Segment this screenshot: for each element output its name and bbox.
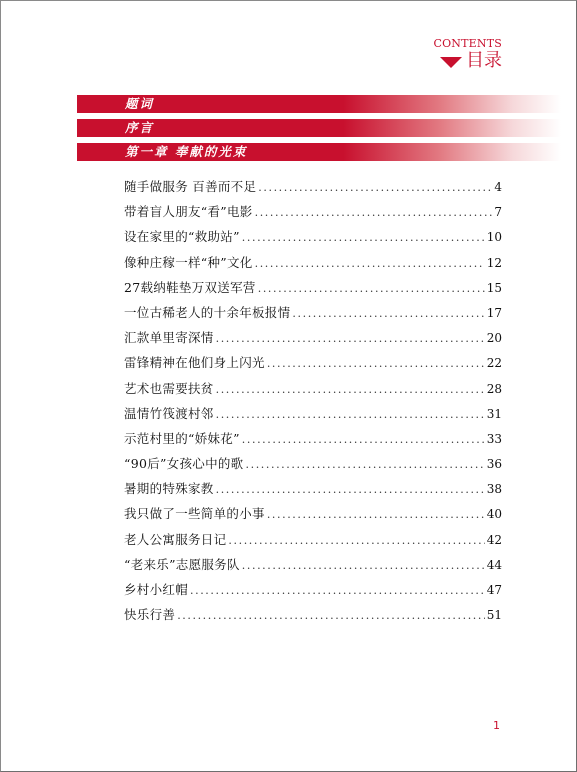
toc-entry-page: 28 [486, 381, 502, 396]
toc-entry-title: 艺术也需要扶贫 [124, 380, 214, 396]
contents-chinese-label: 目录 [466, 50, 502, 71]
section-chapter-one[interactable]: 第一章 奉献的光束 [77, 143, 561, 161]
toc-leader-dots [258, 181, 492, 194]
toc-entry-title: 汇款单里寄深情 [124, 330, 214, 346]
toc-entry-title: 雷锋精神在他们身上闪光 [124, 355, 265, 371]
toc-entry[interactable] [124, 177, 502, 202]
toc-entry-title: 乡村小红帽 [124, 582, 189, 597]
toc-entry[interactable] [124, 328, 502, 353]
toc-entry-title: 示范村里的“娇妹花” [124, 430, 240, 446]
toc-entry-page: 15 [486, 280, 502, 295]
contents-header [422, 38, 502, 71]
toc-entry[interactable] [124, 454, 502, 479]
contents-english-label: CONTENTS [433, 37, 502, 50]
toc-entry-title: 快乐行善 [124, 607, 176, 623]
toc-entry-title: 27载纳鞋垫万双送军营 [124, 279, 256, 295]
toc-leader-dots [216, 408, 485, 421]
toc-entry-page: 44 [486, 557, 502, 572]
toc-leader-dots [267, 357, 485, 370]
toc-entry-page: 7 [494, 205, 502, 220]
toc-entry-page: 51 [486, 608, 502, 623]
toc-entry[interactable] [124, 379, 502, 404]
toc-entry[interactable] [124, 353, 502, 378]
toc-leader-dots [190, 584, 485, 597]
toc-entry[interactable] [124, 429, 502, 454]
toc-entry[interactable] [124, 580, 502, 605]
toc-leader-dots [255, 257, 485, 270]
contents-chinese-row [422, 51, 502, 71]
toc-leader-dots [228, 534, 484, 547]
toc-leader-dots [258, 282, 485, 295]
toc-entry-page: 22 [486, 356, 502, 371]
toc-leader-dots [177, 609, 485, 622]
toc-entry-page: 47 [486, 583, 502, 597]
toc-entry-page: 36 [486, 457, 502, 472]
toc-entry[interactable] [124, 555, 502, 580]
toc-entry-page: 12 [486, 255, 502, 270]
toc-entry-title: 随手做服务 百善而不足 [124, 179, 257, 194]
toc-entry[interactable] [124, 253, 502, 278]
toc-leader-dots [246, 458, 485, 471]
toc-entry[interactable] [124, 278, 502, 303]
toc-entry-title: 带着盲人朋友“看”电影 [124, 204, 253, 220]
toc-entry-title: 温情竹筏渡村邻 [124, 405, 214, 421]
toc-entry-page: 33 [486, 431, 502, 446]
toc-entry[interactable] [124, 504, 502, 529]
page-number: 1 [493, 719, 500, 732]
toc-entry[interactable] [124, 530, 502, 555]
toc-entry-page: 10 [486, 230, 502, 245]
section-preface[interactable]: 序言 [77, 119, 561, 137]
toc-leader-dots [242, 559, 485, 572]
toc-entry-page: 42 [486, 532, 502, 547]
toc-entry-page: 20 [486, 331, 502, 346]
toc-entry[interactable] [124, 303, 502, 328]
toc-leader-dots [242, 231, 485, 244]
toc-entry[interactable] [124, 227, 502, 252]
toc-entry-title: 我只做了一些简单的小事 [124, 506, 265, 522]
toc-entry[interactable] [124, 404, 502, 429]
toc-entry-page: 31 [486, 406, 502, 421]
toc-list [124, 177, 502, 630]
toc-leader-dots [216, 383, 485, 396]
toc-leader-dots [216, 483, 485, 496]
toc-entry-title: 像种庄稼一样“种”文化 [124, 254, 253, 270]
toc-entry-page: 4 [494, 180, 502, 194]
toc-entry-page: 17 [486, 305, 502, 320]
toc-entry-title: “90后”女孩心中的歌 [124, 456, 244, 472]
toc-entry-page: 40 [486, 507, 502, 522]
toc-entry-page: 38 [486, 482, 502, 497]
toc-entry-title: 一位古稀老人的十余年板报情 [124, 304, 291, 320]
toc-entry[interactable] [124, 605, 502, 630]
triangle-down-icon [440, 57, 462, 68]
toc-entry[interactable] [124, 202, 502, 227]
toc-entry-title: 暑期的特殊家教 [124, 481, 214, 497]
toc-leader-dots [292, 307, 484, 320]
toc-leader-dots [267, 508, 485, 521]
toc-entry-title: 设在家里的“救助站” [124, 229, 240, 245]
toc-leader-dots [255, 206, 493, 219]
toc-leader-dots [216, 332, 485, 345]
toc-entry-title: “老来乐”志愿服务队 [124, 556, 240, 572]
toc-leader-dots [242, 433, 485, 446]
toc-entry[interactable] [124, 479, 502, 504]
section-dedication[interactable]: 题词 [77, 95, 561, 113]
toc-entry-title: 老人公寓服务日记 [124, 531, 227, 547]
